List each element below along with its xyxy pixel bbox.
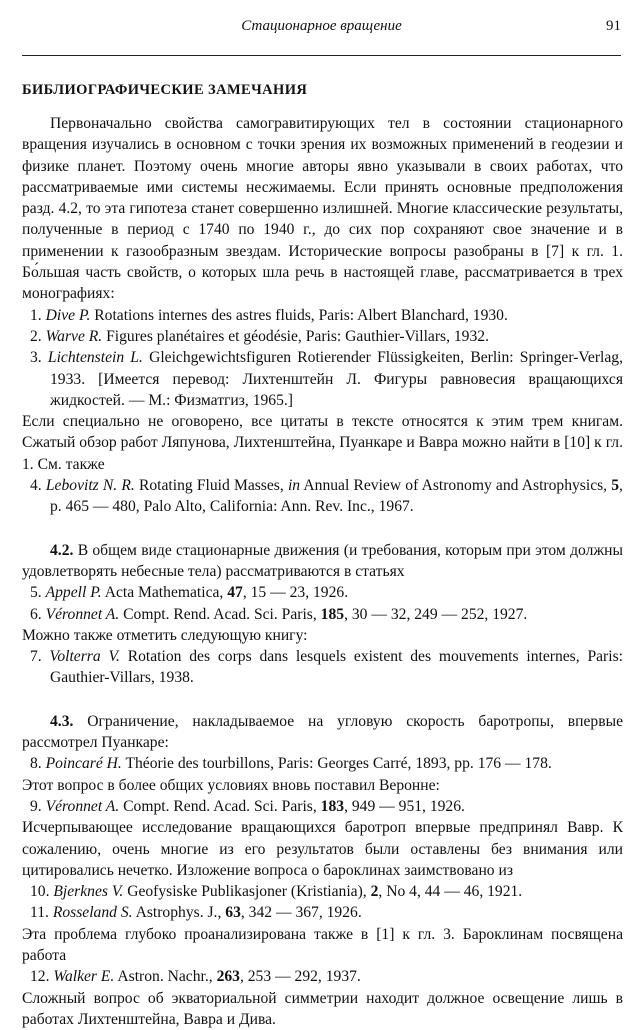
reference-11 (22, 902, 623, 923)
ref-number: 2. (30, 327, 42, 345)
ref-text: Rotating Fluid Masses, (138, 477, 284, 495)
reference-6 (22, 604, 623, 625)
ref-pages: , 15 — 23, 1926. (242, 584, 349, 602)
ref-author: Walker E. (53, 968, 115, 986)
ref-journal: Compt. Rend. Acad. Sci. Paris, (123, 797, 317, 815)
ref-journal: Annual Review of Astronomy and Astrophysics, (303, 477, 608, 495)
ref-author: Appell P. (45, 584, 102, 602)
ref-number: 6. (30, 605, 42, 623)
reference-5 (22, 582, 623, 603)
ref-pages: , No 4, 44 — 46, 1921. (378, 883, 523, 901)
ref-volume: 183 (320, 797, 345, 815)
reference-3 (22, 347, 623, 411)
reference-8 (22, 753, 623, 774)
ref-volume: 63 (225, 904, 241, 922)
ref-in-word: in (287, 477, 301, 495)
ref-pages: , 342 — 367, 1926. (240, 904, 362, 922)
ref-volume: 5 (611, 477, 620, 495)
reference-12 (22, 966, 623, 987)
ref-number: 3. (30, 349, 42, 367)
section-title: БИБЛИОГРАФИЧЕСКИЕ ЗАМЕЧАНИЯ (22, 82, 308, 98)
reference-10 (22, 881, 623, 902)
ref-journal: Astron. Nachr., (117, 968, 213, 986)
ref-number: 11. (30, 904, 49, 922)
ref-volume: 263 (216, 968, 240, 986)
section-number: 4.2. (50, 541, 74, 559)
ref-text: Théorie des tourbillons, Paris: Georges Carré, 1893, pp. 176 — 178. (125, 755, 552, 773)
ref-author: Bjerknes V. (53, 883, 124, 901)
wavre-paragraph: Исчерпывающее исследование вращающихся баротроп впервые предпринял Вавр. К сожалению, очень многие из его результатов были оставлены без внимания или цитировались нечетко. Изложение вопроса о бароклинах заимствовано из (22, 819, 623, 879)
ref-volume: 185 (320, 605, 345, 623)
ref-number: 12. (30, 968, 50, 986)
baroclinic-note: Эта проблема глубоко проанализирована также в [1] к гл. 3. Бароклинам посвящена работа (22, 925, 623, 964)
ref-journal: Acta Mathematica, (104, 584, 224, 602)
ref-number: 7. (30, 648, 42, 666)
ref-author: Véronnet A. (45, 605, 120, 623)
ref-author: Dive P. (45, 306, 91, 324)
section-text: В общем виде стационарные движения (и требования, которым при этом должны удовлетворять небесные тела) рассматриваются в статьях (22, 541, 623, 580)
ref-journal: Astrophys. J., (135, 904, 222, 922)
spacer (22, 518, 623, 540)
section-4-2-paragraph (22, 540, 623, 583)
ref-text: Figures planétaires et géodésie, Paris: Gauthier-Villars, 1932. (106, 327, 489, 345)
final-paragraph: Сложный вопрос об экваториальной симметрии находит должное освещение лишь в работах Лихтенштейна, Вавра и Дива. (22, 989, 623, 1028)
ref-journal: Compt. Rend. Acad. Sci. Paris, (123, 605, 317, 623)
page-number: 91 (606, 18, 621, 34)
ref-author: Lebovitz N. R. (45, 477, 135, 495)
header-rule (22, 55, 621, 56)
ref-author: Warve R. (45, 327, 103, 345)
ref-author: Rosseland S. (52, 904, 133, 922)
ref-author: Lichtenstein L. (47, 349, 143, 367)
intro-paragraph: Первоначально свойства самогравитирующих тел в состоянии стационарного вращения изучались в основном с точки зрения их возможных применений в геодезии и физике планет. Поэтому очень многие авторы явно указывали в своих работах, что рассматриваемые ими системы несжимаемы. Если принять основные предположения разд. 4.2, то эта гипотеза станет совершенно излишней. Многие классические результаты, полученные в период с 1740 по 1940 г., до сих пор сохраняют свое значение и в применении к газообразным звездам. Исторические вопросы разобраны в [7] к гл. 1. Бо́льшая часть свойств, о которых шла речь в настоящей главе, рассматривается в трех монографиях: (22, 115, 623, 303)
ref-pages: , p. 465 — 480, Palo Alto, California: Ann. Rev. Inc., 1967. (50, 477, 623, 516)
ref-volume: 2 (370, 883, 379, 901)
ref-number: 1. (30, 306, 42, 324)
running-title: Стационарное вращение (241, 18, 402, 34)
ref-pages: , 949 — 951, 1926. (344, 797, 465, 815)
ref-number: 5. (30, 584, 42, 602)
reference-7 (22, 646, 623, 689)
reference-9 (22, 796, 623, 817)
ref-number: 4. (30, 477, 42, 495)
ref-author: Poincaré H. (45, 755, 122, 773)
ref-text: Rotations internes des astres fluids, Paris: Albert Blanchard, 1930. (94, 306, 508, 324)
section-number: 4.3. (50, 712, 74, 730)
ref-author: Volterra V. (49, 648, 120, 666)
ref-number: 8. (30, 755, 42, 773)
reference-2 (22, 326, 623, 347)
ref-author: Véronnet A. (45, 797, 120, 815)
page-content (22, 82, 623, 1030)
reference-1 (22, 305, 623, 326)
veronnet-note: Этот вопрос в более общих условиях вновь поставил Веронне: (22, 776, 440, 794)
running-head (22, 16, 621, 38)
spacer (22, 689, 623, 711)
ref-number: 10. (30, 883, 50, 901)
ref-pages: , 253 — 292, 1937. (239, 968, 361, 986)
mid-paragraph: Если специально не оговорено, все цитаты в тексте относятся к этим трем книгам. Сжатый обзор работ Ляпунова, Лихтенштейна, Пуанкаре и Вавра можно найти в [10] к гл. 1. См. также (22, 413, 623, 473)
ref-journal: Geofysiske Publikasjoner (Kristiania), (127, 883, 367, 901)
section-text: Ограничение, накладываемое на угловую скорость баротропы, впервые рассмотрел Пуанкаре: (22, 712, 623, 752)
ref-number: 9. (30, 797, 42, 815)
ref-volume: 47 (227, 584, 243, 602)
section-4-3-paragraph (22, 711, 623, 754)
ref-text: Rotation des corps dans lesquels existent des mouvements internes, Paris: Gauthier-Villars, 1938. (50, 648, 623, 687)
ref-text: Gleichgewichtsfiguren Rotierender Flüssigkeiten, Berlin: Springer-Verlag, 1933. [Имеется перевод: Лихтенштейн Л. Фигуры равновесия вращающихся жидкостей. — М.: Физматгиз, 1965.] (50, 349, 623, 409)
ref-pages: , 30 — 32, 249 — 252, 1927. (344, 605, 528, 623)
also-note: Можно также отметить следующую книгу: (22, 626, 308, 644)
reference-4 (22, 475, 623, 518)
